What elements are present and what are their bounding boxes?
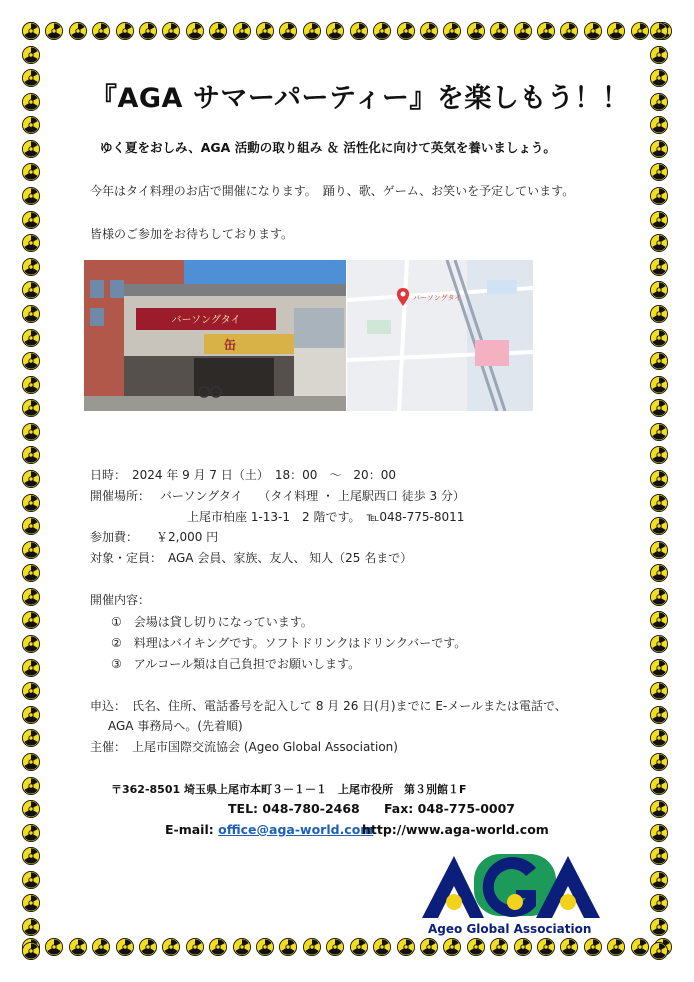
event-datetime: 日時： 2024 年 9 月 7 日（土） 18：00 ～ 20：00	[90, 468, 396, 482]
radiation-icon	[303, 938, 321, 956]
radiation-icon	[139, 22, 157, 40]
event-venue-address: 上尾市柏座 1-13-1 2 階です。 ℡048-775-8011	[187, 510, 465, 524]
radiation-icon	[650, 140, 668, 158]
content-item-1: ① 会場は貸し切りになっています。	[111, 615, 313, 629]
storefront-sign: バーソングタイ	[171, 315, 241, 326]
radiation-icon	[22, 942, 40, 960]
event-venue: 開催場所： バーソングタイ （タイ料理 ・ 上尾駅西口 徒歩 3 分）	[90, 489, 465, 503]
radiation-icon	[560, 22, 578, 40]
radiation-icon	[650, 942, 668, 960]
subtitle: ゆく夏をおしみ、AGA 活動の取り組み ＆ 活性化に向けて英気を養いましょう。	[100, 140, 556, 155]
radiation-icon	[22, 352, 40, 370]
radiation-icon	[650, 470, 668, 488]
radiation-icon	[631, 22, 649, 40]
radiation-icon	[650, 234, 668, 252]
radiation-icon	[650, 611, 668, 629]
radiation-icon	[397, 22, 415, 40]
radiation-icon	[467, 22, 485, 40]
contact-tel: TEL: 048-780-2468	[228, 801, 360, 816]
location-map	[347, 260, 533, 411]
email-label: E-mail:	[165, 822, 219, 837]
radiation-icon	[514, 938, 532, 956]
radiation-icon	[490, 938, 508, 956]
radiation-icon	[650, 93, 668, 111]
radiation-icon	[22, 611, 40, 629]
radiation-icon	[22, 423, 40, 441]
radiation-icon	[650, 329, 668, 347]
radiation-icon	[650, 564, 668, 582]
radiation-icon	[650, 777, 668, 795]
radiation-icon	[22, 824, 40, 842]
radiation-icon	[22, 258, 40, 276]
radiation-icon	[186, 22, 204, 40]
radiation-icon	[22, 918, 40, 936]
radiation-icon	[22, 399, 40, 417]
radiation-icon	[209, 22, 227, 40]
application-info: 申込： 氏名、住所、電話番号を記入して 8 月 26 日(月)までに E-メールまたは電話で、	[90, 699, 567, 713]
radiation-icon	[650, 729, 668, 747]
event-fee: 参加費： ￥2,000 円	[90, 530, 219, 544]
radiation-icon	[650, 588, 668, 606]
intro-line-1: 今年はタイ料理のお店で開催になります。 踊り、歌、ゲーム、お笑いを予定しています。	[90, 184, 575, 198]
radiation-icon	[650, 258, 668, 276]
radiation-icon	[22, 446, 40, 464]
radiation-icon	[22, 281, 40, 299]
radiation-icon	[22, 305, 40, 323]
radiation-icon	[92, 938, 110, 956]
radiation-icon	[92, 22, 110, 40]
radiation-icon	[650, 800, 668, 818]
radiation-icon	[650, 163, 668, 181]
radiation-icon	[22, 46, 40, 64]
contact-address: 〒362-8501 埼玉県上尾市本町３－１－１ 上尾市役所 第３別館１F	[111, 783, 467, 796]
radiation-icon	[116, 938, 134, 956]
radiation-icon	[256, 22, 274, 40]
radiation-icon	[650, 494, 668, 512]
radiation-icon	[650, 46, 668, 64]
storefront-sub-sign: 缶	[224, 338, 237, 352]
radiation-icon	[45, 938, 63, 956]
radiation-icon	[22, 564, 40, 582]
email-link[interactable]: office@aga-world.com	[218, 822, 374, 837]
radiation-icon	[607, 22, 625, 40]
radiation-icon	[420, 938, 438, 956]
radiation-icon	[22, 376, 40, 394]
radiation-icon	[650, 376, 668, 394]
radiation-icon	[350, 22, 368, 40]
radiation-icon	[279, 22, 297, 40]
radiation-icon	[650, 824, 668, 842]
radiation-icon	[22, 894, 40, 912]
radiation-icon	[631, 938, 649, 956]
radiation-icon	[303, 22, 321, 40]
radiation-icon	[373, 22, 391, 40]
radiation-icon	[22, 588, 40, 606]
logo-caption: Ageo Global Association	[428, 922, 592, 936]
radiation-icon	[22, 635, 40, 653]
radiation-icon	[233, 938, 251, 956]
radiation-icon	[22, 682, 40, 700]
radiation-icon	[22, 517, 40, 535]
radiation-icon	[326, 22, 344, 40]
radiation-icon	[22, 69, 40, 87]
organizer: 主催： 上尾市国際交流協会 (Ageo Global Association)	[90, 740, 398, 754]
radiation-icon	[162, 938, 180, 956]
radiation-icon	[22, 847, 40, 865]
radiation-icon	[22, 800, 40, 818]
radiation-icon	[650, 541, 668, 559]
radiation-icon	[420, 22, 438, 40]
map-pin-label: バーソングタイ	[413, 294, 462, 302]
border-bottom	[22, 938, 672, 962]
border-left	[22, 22, 46, 960]
radiation-icon	[650, 281, 668, 299]
radiation-icon	[650, 517, 668, 535]
content-item-2: ② 料理はバイキングです。ソフトドリンクはドリンクバーです。	[111, 636, 467, 650]
radiation-icon	[22, 234, 40, 252]
radiation-icon	[22, 659, 40, 677]
radiation-icon	[650, 706, 668, 724]
radiation-icon	[650, 847, 668, 865]
radiation-icon	[650, 22, 668, 40]
radiation-icon	[650, 399, 668, 417]
radiation-icon	[233, 22, 251, 40]
radiation-icon	[22, 211, 40, 229]
radiation-icon	[514, 22, 532, 40]
radiation-icon	[22, 871, 40, 889]
border-top	[22, 22, 672, 46]
radiation-icon	[162, 22, 180, 40]
radiation-icon	[584, 22, 602, 40]
radiation-icon	[650, 918, 668, 936]
radiation-icon	[650, 211, 668, 229]
radiation-icon	[350, 938, 368, 956]
radiation-icon	[650, 423, 668, 441]
radiation-icon	[650, 352, 668, 370]
radiation-icon	[22, 163, 40, 181]
radiation-icon	[650, 116, 668, 134]
radiation-icon	[467, 938, 485, 956]
radiation-icon	[22, 729, 40, 747]
radiation-icon	[650, 871, 668, 889]
contact-fax: Fax: 048-775-0007	[384, 801, 516, 816]
page-title: 『AGA サマーパーティー』を楽しもう！！	[90, 83, 630, 114]
radiation-icon	[22, 706, 40, 724]
radiation-icon	[650, 305, 668, 323]
radiation-icon	[22, 494, 40, 512]
contact-email-row	[165, 822, 373, 837]
radiation-icon	[443, 22, 461, 40]
event-eligibility: 対象・定員： AGA 会員、家族、友人、 知人（25 名まで）	[90, 551, 413, 565]
radiation-icon	[560, 938, 578, 956]
website-link[interactable]: http://www.aga-world.com	[362, 822, 549, 837]
content-item-3: ③ アルコール類は自己負担でお願いします。	[111, 657, 361, 671]
radiation-icon	[69, 22, 87, 40]
radiation-icon	[186, 938, 204, 956]
radiation-icon	[607, 938, 625, 956]
intro-line-2: 皆様のご参加をお待ちしております。	[90, 227, 294, 241]
radiation-icon	[22, 753, 40, 771]
radiation-icon	[22, 329, 40, 347]
radiation-icon	[22, 93, 40, 111]
radiation-icon	[650, 753, 668, 771]
application-info-2: AGA 事務局へ。(先着順)	[108, 719, 243, 733]
radiation-icon	[650, 894, 668, 912]
radiation-icon	[650, 659, 668, 677]
radiation-icon	[22, 22, 40, 40]
radiation-icon	[326, 938, 344, 956]
border-right	[650, 22, 674, 960]
radiation-icon	[650, 187, 668, 205]
radiation-icon	[650, 635, 668, 653]
radiation-icon	[116, 22, 134, 40]
radiation-icon	[22, 187, 40, 205]
radiation-icon	[650, 446, 668, 464]
radiation-icon	[209, 938, 227, 956]
radiation-icon	[22, 116, 40, 134]
radiation-icon	[650, 682, 668, 700]
radiation-icon	[443, 938, 461, 956]
radiation-icon	[69, 938, 87, 956]
radiation-icon	[256, 938, 274, 956]
radiation-icon	[279, 938, 297, 956]
radiation-icon	[45, 22, 63, 40]
radiation-icon	[650, 69, 668, 87]
radiation-icon	[537, 938, 555, 956]
radiation-icon	[139, 938, 157, 956]
radiation-icon	[22, 777, 40, 795]
radiation-icon	[373, 938, 391, 956]
content-heading: 開催内容：	[90, 593, 151, 607]
radiation-icon	[397, 938, 415, 956]
radiation-icon	[490, 22, 508, 40]
radiation-icon	[22, 140, 40, 158]
radiation-icon	[22, 470, 40, 488]
radiation-icon	[22, 541, 40, 559]
storefront-photo	[84, 260, 346, 411]
radiation-icon	[537, 22, 555, 40]
radiation-icon	[584, 938, 602, 956]
